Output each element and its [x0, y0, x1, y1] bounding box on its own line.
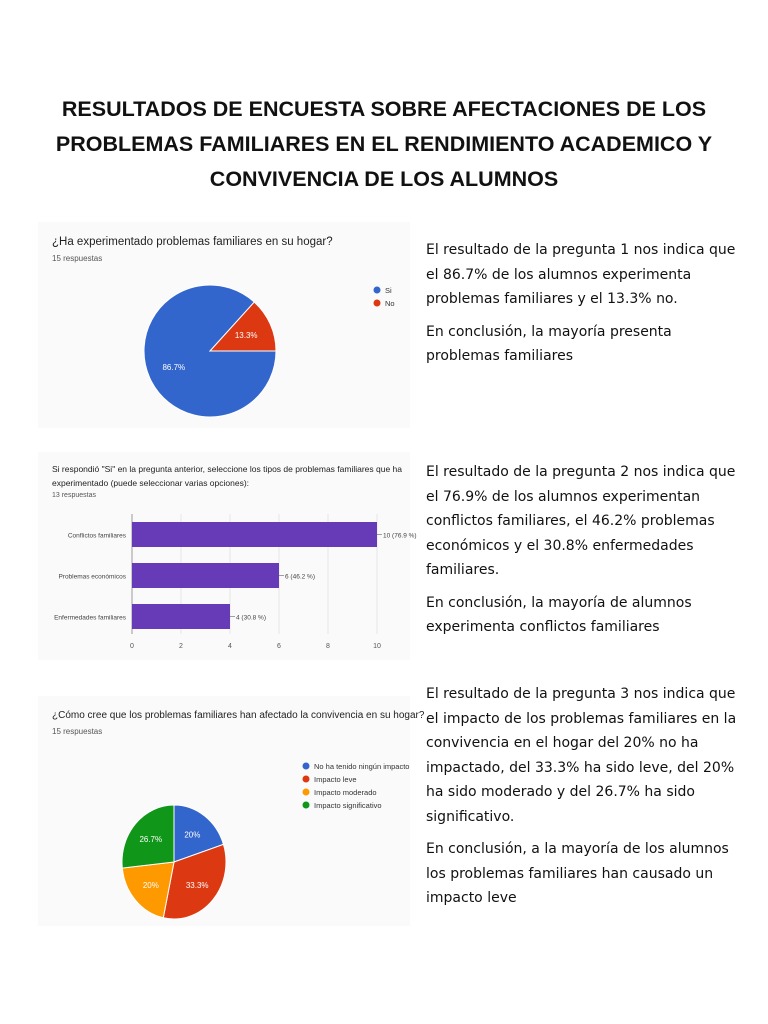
chart-3-legend-label-4: Impacto significativo: [314, 801, 382, 810]
chart-2-responses: 13 respuestas: [52, 492, 96, 499]
chart-2-value-label-2: 6 (46.2 %): [285, 573, 315, 581]
chart-3-legend-label-2: Impacto leve: [314, 775, 357, 784]
chart-1-panel: [38, 222, 410, 428]
document-title: [40, 92, 728, 197]
chart-2-question-line-1: Si respondió "Si" en la pregunta anterior, seleccione los tipos de problemas familiares que ha: [52, 464, 403, 474]
chart-2-bar-3: [132, 604, 230, 629]
chart-3-panel: [38, 696, 425, 926]
chart-2-value-label-1: 10 (76.9 %): [383, 532, 417, 540]
chart-3-legend-label-1: No ha tenido ningún impacto: [314, 762, 410, 771]
chart-1-slice-label-1: 86.7%: [162, 363, 186, 373]
chart-1-question: ¿Ha experimentado problemas familiares en su hogar?: [52, 236, 333, 248]
title-line-3: CONVIVENCIA DE LOS ALUMNOS: [209, 167, 559, 191]
q3-conclusion-text: En conclusión, a la mayoría de los alumnos los problemas familiares han causado un impacto leve: [426, 841, 729, 906]
q3-result-text: El resultado de la pregunta 3 nos indica que el impacto de los problemas familiares en la convivencia en el hogar del 20% no ha impactado, del 33.3% ha sido leve, del 20% ha sido moderado y del 26.7% ha sido significativo.: [426, 686, 737, 825]
chart-1-legend-label-2: No: [385, 299, 395, 308]
title-line-2: PROBLEMAS FAMILIARES EN EL RENDIMIENTO ACADEMICO Y: [55, 132, 713, 156]
chart-2-tick-label-1: 0: [130, 643, 134, 650]
chart-2-tick-label-6: 10: [373, 643, 381, 650]
title-line-1: RESULTADOS DE ENCUESTA SOBRE AFECTACIONES DE LOS: [61, 97, 707, 121]
chart-3-pie: [38, 696, 410, 926]
chart-2-category-label-1: Conflictos familiares: [67, 532, 126, 540]
chart-3-legend-dot-1: [303, 763, 310, 770]
chart-3-question: ¿Cómo cree que los problemas familiares han afectado la convivencia en su hogar?: [52, 710, 425, 721]
chart-2-bar-2: [132, 563, 279, 588]
q1-conclusion-text: En conclusión, la mayoría presenta problemas familiares: [426, 323, 672, 364]
q2-conclusion-text: En conclusión, la mayoría de alumnos experimenta conflictos familiares: [426, 594, 692, 635]
q1-description: [426, 238, 738, 377]
chart-2-tick-label-4: 6: [277, 643, 281, 650]
q2-result-text: El resultado de la pregunta 2 nos indica que el 76.9% de los alumnos experimentan conflictos familiares, el 46.2% problemas económicos y el 30.8% enfermedades familiares.: [426, 464, 736, 578]
chart-1-responses: 15 respuestas: [52, 254, 103, 263]
chart-2-category-label-2: Problemas económicos: [58, 573, 126, 581]
chart-3-slice-label-1: 20%: [184, 830, 201, 840]
chart-3-legend-label-3: Impacto moderado: [314, 788, 377, 797]
q1-result-text: El resultado de la pregunta 1 nos indica que el 86.7% de los alumnos experimenta problemas familiares y el 13.3% no.: [426, 242, 736, 307]
chart-3-responses: 15 respuestas: [52, 727, 103, 736]
chart-2-bars: [38, 452, 417, 660]
q2-description: [426, 460, 738, 648]
chart-2-panel: [38, 452, 417, 660]
chart-3-slice-label-3: 20%: [142, 880, 159, 890]
chart-3-legend-dot-4: [303, 802, 310, 809]
chart-2-question-line-2: experimentado (puede seleccionar varias opciones):: [52, 478, 250, 488]
chart-2-tick-label-3: 4: [228, 643, 232, 650]
chart-3-slice-label-2: 33.3%: [185, 880, 209, 890]
q3-description: [426, 682, 738, 919]
chart-2-bar-1: [132, 522, 377, 547]
chart-2-tick-label-2: 2: [179, 643, 183, 650]
chart-2-category-label-3: Enfermedades familiares: [54, 614, 126, 622]
chart-3-legend-dot-3: [303, 789, 310, 796]
chart-1-legend-dot-2: [374, 300, 381, 307]
chart-1-pie: [38, 222, 410, 428]
chart-2-value-label-3: 4 (30.8 %): [236, 614, 266, 622]
chart-2-tick-label-5: 8: [326, 643, 330, 650]
chart-3-legend-dot-2: [303, 776, 310, 783]
chart-3-slice-label-4: 26.7%: [139, 835, 163, 845]
chart-1-legend-dot-1: [374, 287, 381, 294]
chart-1-slice-label-2: 13.3%: [234, 330, 258, 340]
chart-1-legend-label-1: Si: [385, 286, 392, 295]
